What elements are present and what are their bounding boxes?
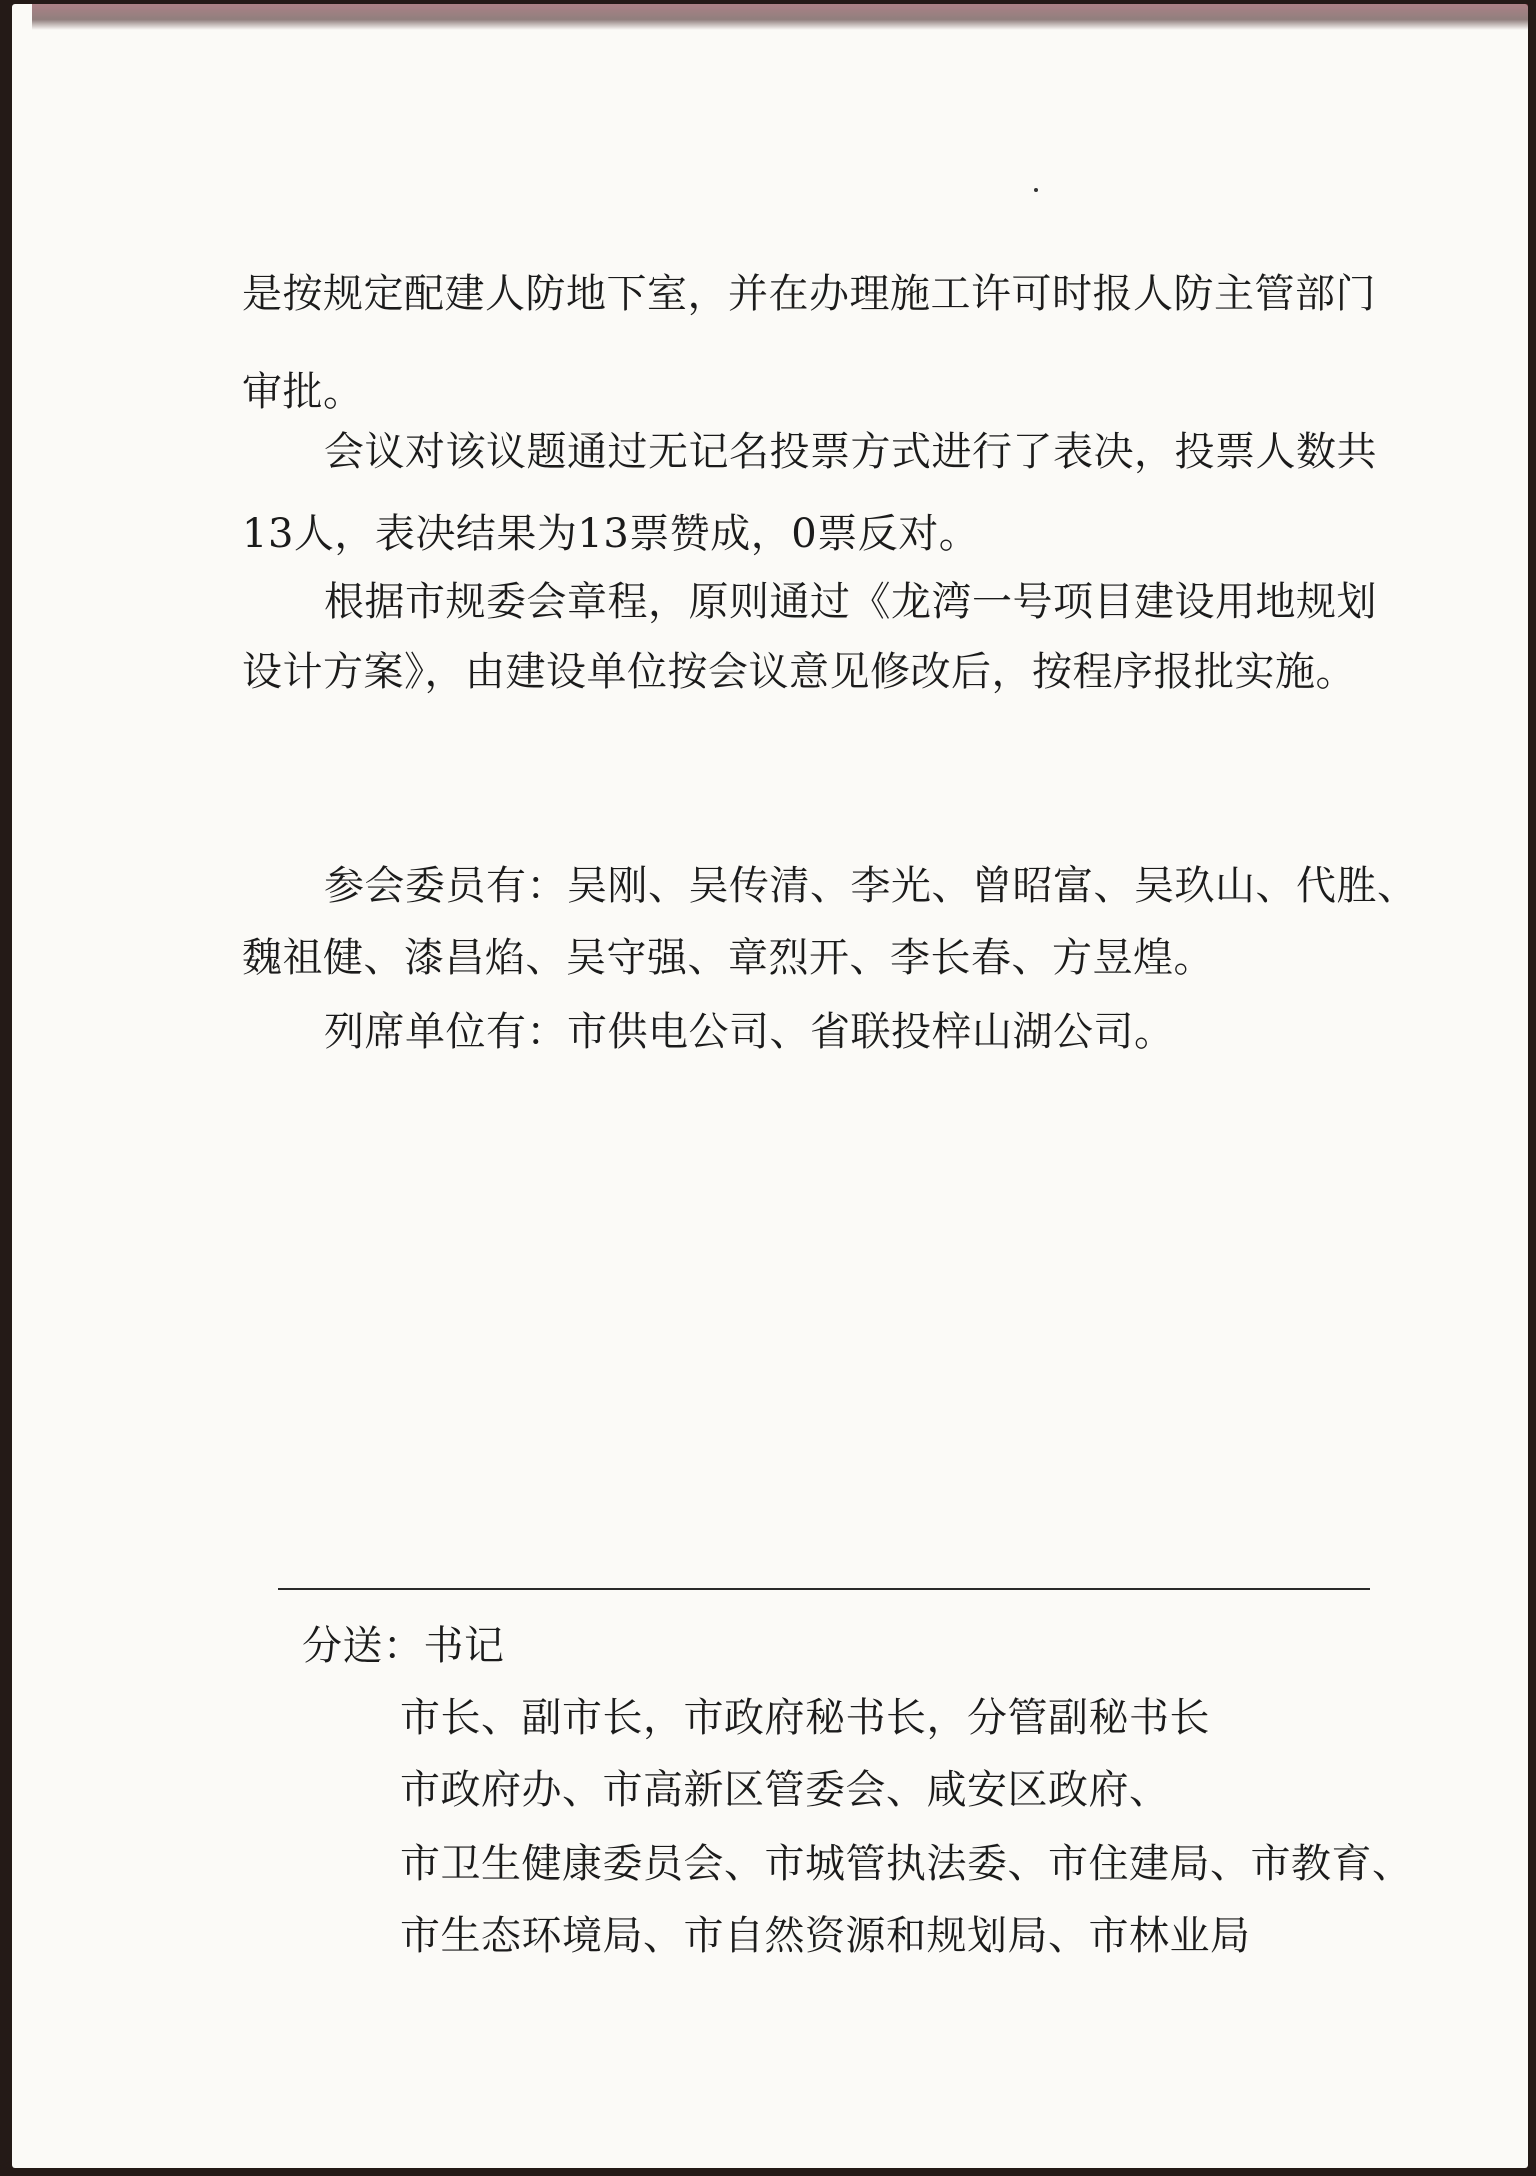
speck bbox=[1034, 188, 1038, 192]
distribution-line2: 市长、副市长，市政府秘书长，分管副秘书长 bbox=[400, 1695, 1210, 1741]
page-top-edge bbox=[32, 4, 1528, 30]
body-p3-line2: 设计方案》，由建设单位按会议意见修改后，按程序报批实施。 bbox=[242, 649, 1356, 695]
distribution-line3: 市政府办、市高新区管委会、咸安区政府、 bbox=[400, 1767, 1170, 1813]
body-p2-line2: 13人，表决结果为13票赞成，0票反对。 bbox=[242, 511, 980, 557]
distribution-label-line: 分送：书记 bbox=[302, 1623, 505, 1669]
document-page bbox=[12, 4, 1528, 2168]
distribution-line5: 市生态环境局、市自然资源和规划局、市林业局 bbox=[400, 1913, 1251, 1959]
distribution-divider bbox=[278, 1588, 1370, 1590]
attendees-line2: 魏祖健、漆昌焰、吴守强、章烈开、李长春、方昱煌。 bbox=[242, 935, 1214, 981]
attendees-line1: 参会委员有：吴刚、吴传清、李光、曾昭富、吴玖山、代胜、 bbox=[324, 863, 1418, 909]
body-p2-line1: 会议对该议题通过无记名投票方式进行了表决，投票人数共 bbox=[324, 429, 1377, 475]
observers-line: 列席单位有：市供电公司、省联投梓山湖公司。 bbox=[324, 1009, 1175, 1055]
distribution-line4: 市卫生健康委员会、市城管执法委、市住建局、市教育、 bbox=[400, 1841, 1413, 1887]
body-p3-line1: 根据市规委会章程，原则通过《龙湾一号项目建设用地规划 bbox=[324, 579, 1377, 625]
body-p1-line1: 是按规定配建人防地下室，并在办理施工许可时报人防主管部门 bbox=[242, 271, 1376, 317]
body-p1-line2: 审批。 bbox=[242, 369, 364, 415]
